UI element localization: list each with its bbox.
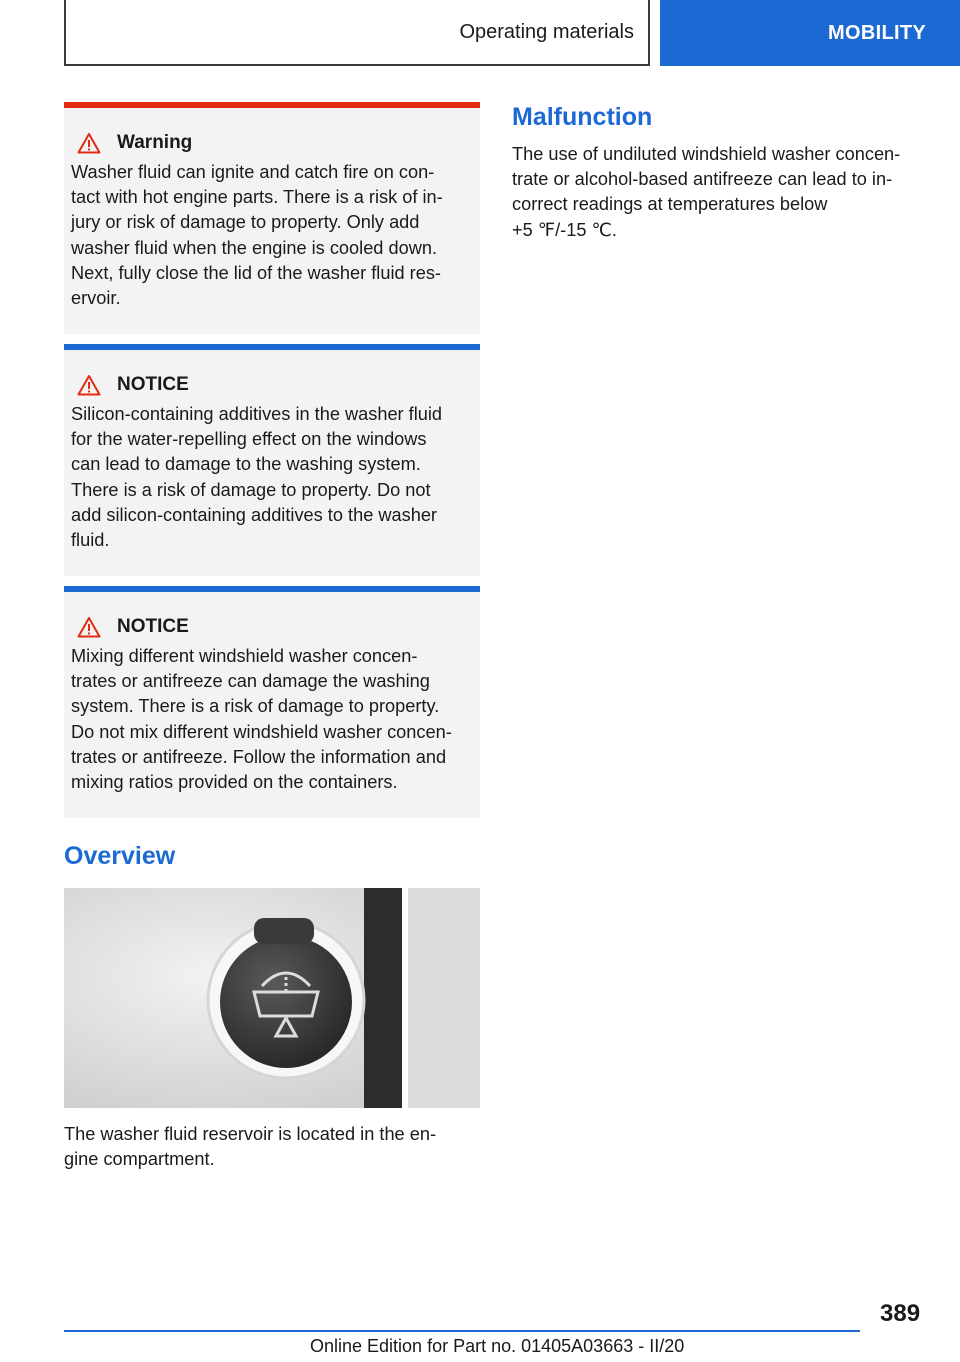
overview-caption — [64, 1122, 480, 1172]
text-line: gine compartment. — [64, 1149, 215, 1170]
text-line: correct readings at temperatures below — [512, 194, 828, 215]
warning-box — [64, 102, 480, 334]
text-line: for the water-repelling effect on the windows — [71, 429, 427, 450]
washer-cap-illustration — [64, 888, 480, 1108]
notice-title: NOTICE — [117, 616, 189, 637]
text-line: washer fluid when the engine is cooled down. — [71, 237, 438, 258]
text-line: system. There is a risk of damage to property. — [71, 696, 440, 717]
notice-title-row — [71, 374, 470, 396]
warning-text — [71, 160, 470, 311]
notice-title-row — [71, 616, 470, 638]
malfunction-heading: Malfunction — [512, 103, 653, 131]
text-line: tact with hot engine parts. There is a risk of in- — [71, 187, 443, 208]
notice-text — [71, 402, 470, 553]
text-line: The use of undiluted windshield washer concen- — [512, 144, 901, 164]
header-chapter-tab[interactable] — [660, 0, 960, 66]
warning-triangle-icon — [77, 374, 101, 396]
warning-triangle-icon — [77, 616, 101, 638]
footer-divider — [64, 1330, 860, 1332]
text-line: fluid. — [71, 530, 110, 551]
section-title: Operating materials — [459, 20, 634, 43]
washer-reservoir-cap-photo — [64, 888, 480, 1108]
malfunction-text — [512, 142, 952, 243]
edition-footer: Online Edition for Part no. 01405A03663 - II/20 — [310, 1336, 685, 1356]
chapter-title: MOBILITY — [828, 21, 926, 44]
text-line: trates or antifreeze can damage the washing — [71, 671, 430, 692]
text-line: Washer fluid can ignite and catch fire on con- — [71, 162, 435, 182]
text-line: Mixing different windshield washer concen- — [71, 646, 418, 666]
text-line: Silicon-containing additives in the washer fluid — [71, 404, 443, 424]
text-line: mixing ratios provided on the containers. — [71, 772, 398, 793]
warning-triangle-icon — [77, 132, 101, 154]
text-line: Do not mix different windshield washer concen- — [71, 721, 452, 742]
notice-title: NOTICE — [117, 374, 189, 395]
page-number: 389 — [880, 1300, 921, 1327]
notice-text — [71, 644, 470, 795]
overview-heading: Overview — [64, 842, 176, 870]
text-line: can lead to damage to the washing system. — [71, 454, 421, 475]
text-line: trates or antifreeze. Follow the information and — [71, 746, 447, 767]
warning-title: Warning — [117, 132, 193, 153]
notice-box-silicon — [64, 344, 480, 576]
text-line: There is a risk of damage to property. Do not — [71, 479, 431, 500]
text-line: +5 ℉/-15 ℃. — [512, 219, 617, 240]
header-section-title — [64, 0, 650, 66]
text-line: add silicon-containing additives to the washer — [71, 504, 437, 525]
text-line: Next, fully close the lid of the washer fluid res- — [71, 262, 441, 283]
text-line: The washer fluid reservoir is located in the en- — [64, 1124, 437, 1144]
text-line: ervoir. — [71, 288, 121, 309]
warning-title-row — [71, 132, 470, 154]
text-line: trate or alcohol-based antifreeze can lead to in- — [512, 169, 893, 190]
notice-box-mixing — [64, 586, 480, 818]
text-line: jury or risk of damage to property. Only add — [71, 212, 420, 233]
